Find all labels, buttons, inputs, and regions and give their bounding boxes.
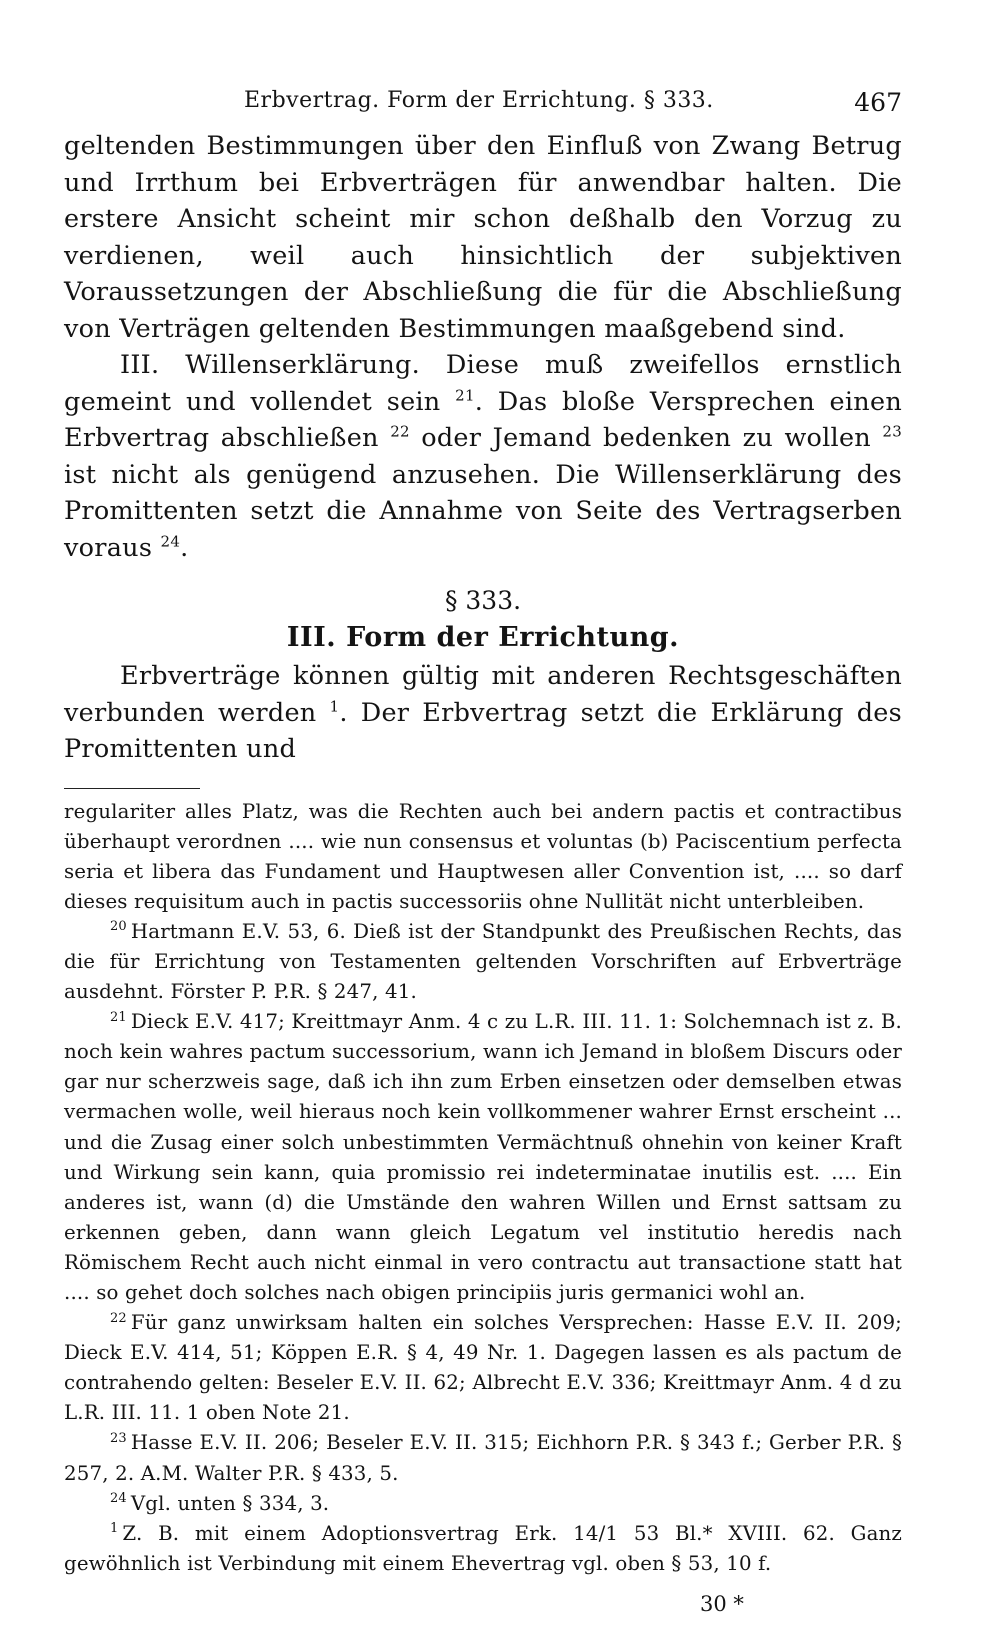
page-header	[64, 82, 902, 128]
footnote-divider	[64, 788, 200, 789]
page	[64, 82, 902, 1579]
footnotes	[64, 797, 902, 1579]
section-number: § 333.	[444, 586, 522, 615]
footnote-mark: 24	[110, 1491, 127, 1507]
footnote-23	[64, 1428, 902, 1488]
footnote-ref-23: 23	[882, 422, 902, 441]
footnote-1	[64, 1519, 902, 1579]
running-head: Erbvertrag. Form der Errichtung. § 333.	[244, 88, 714, 113]
footnote-text: Dieck E.V. 417; Kreittmayr Anm. 4 c zu L.R. III. 11. 1: Solchemnach ist z. B. noch kein wahres pactum successorium, wann ich Jemand in bloßem Discurs oder gar nur scherzweis sage, daß ich ihn zum Erben einsetzen oder demselben etwas vermachen wolle, weil hieraus noch kein vollkommener wahrer Ernst erscheint ... und die Zusag einer solch unbestimmten Vermächtnuß ohnehin von keiner Kraft und Wirkung sein kann, quia promissio rei indeterminatae inutilis est. .... Ein anderes ist, wann (d) die Umstände den wahren Willen und Ernst sattsam zu erkennen geben, dann wann gleich Legatum vel institutio heredis nach Römischem Recht auch nicht einmal in vero contractu aut transactione statt hat .... so gehet doch solches nach obigen principiis juris germanici wohl an.	[64, 1010, 902, 1304]
section-title: III. Form der Errichtung.	[286, 622, 680, 653]
main-text	[64, 128, 902, 768]
text-run: . Das bloße Versprechen einen Erbvertrag abschließen	[64, 386, 902, 453]
page-number: 467	[854, 88, 902, 117]
footnote-mark: 22	[110, 1310, 127, 1326]
footnote-mark: 1	[110, 1521, 119, 1537]
paragraph-form	[64, 658, 902, 768]
text-run: .	[180, 532, 189, 563]
footnote-ref-24: 24	[160, 532, 181, 550]
text-run: ist nicht als genügend anzusehen. Die Willenserklärung des Promittenten setzt die Annahme von Seite des Vertragserben voraus	[64, 459, 902, 563]
footnote-ref-22: 22	[390, 422, 410, 441]
text-run: Erbverträge können gültig mit anderen Rechtsgeschäften verbunden werden	[64, 661, 902, 728]
footnote-text: Für ganz unwirksam halten ein solches Versprechen: Hasse E.V. II. 209; Dieck E.V. 414, 51; Köppen E.R. § 4, 49 Nr. 1. Dagegen lassen es als pactum de contrahendo gelten: Beseler E.V. II. 62; Albrecht E.V. 336; Kreittmayr Anm. 4 d zu L.R. III. 11. 1 oben Note 21.	[64, 1311, 902, 1425]
footnote-mark: 21	[110, 1009, 127, 1025]
footnote-continued: regulariter alles Platz, was die Rechten auch bei andern pactis et contractibus überhaupt verordnen .... wie nun consensus et voluntas (b) Paciscentium perfecta seria et libera das Fundament und Hauptwesen aller Convention ist, .... so darf dieses requisitum auch in pactis successoriis ohne Nullität nicht unterbleiben.	[64, 799, 902, 913]
text-run: oder Jemand bedenken zu wollen	[409, 423, 883, 453]
footnote-mark: 20	[110, 919, 127, 935]
text-run: III. Willenserklärung. Diese muß zweifellos ernstlich gemeint und vollendet sein	[64, 350, 902, 417]
footnote-21	[64, 1007, 902, 1308]
paragraph-willenserklaerung	[64, 347, 902, 566]
footnote-ref-21: 21	[455, 386, 475, 404]
footnote-24	[64, 1489, 902, 1519]
footnote-ref-1: 1	[329, 697, 340, 715]
footnote-text: Vgl. unten § 334, 3.	[130, 1491, 330, 1515]
footnote-22	[64, 1308, 902, 1428]
footnote-text: Hartmann E.V. 53, 6. Dieß ist der Standpunkt des Preußischen Rechts, das die für Errichtung von Testamenten geltenden Vorschriften auf Erbverträge ausdehnt. Förster P. P.R. § 247, 41.	[64, 919, 902, 1004]
footnote-mark: 23	[110, 1430, 127, 1446]
paragraph-continued: geltenden Bestimmungen über den Einfluß von Zwang Betrug und Irrthum bei Erbverträgen für anwendbar halten. Die erstere Ansicht scheint mir schon deßhalb den Vorzug zu verdienen, weil auch hinsichtlich der subjektiven Voraussetzungen der Abschließung die für die Abschließung von Verträgen geltenden Bestimmungen maaßgebend sind.	[64, 131, 902, 344]
footnote-20	[64, 917, 902, 1007]
text-run: . Der Erbvertrag setzt die Erklärung des Promittenten und	[64, 697, 902, 764]
footnote-text: Z. B. mit einem Adoptionsvertrag Erk. 14/1 53 Bl.* XVIII. 62. Ganz gewöhnlich ist Verbindung mit einem Ehevertrag vgl. oben § 53, 10 f.	[64, 1521, 902, 1575]
footnote-text: Hasse E.V. II. 206; Beseler E.V. II. 315; Eichhorn P.R. § 343 f.; Gerber P.R. § 257, 2. A.M. Walter P.R. § 433, 5.	[64, 1431, 902, 1485]
printer-signature: 30 *	[700, 1592, 744, 1616]
